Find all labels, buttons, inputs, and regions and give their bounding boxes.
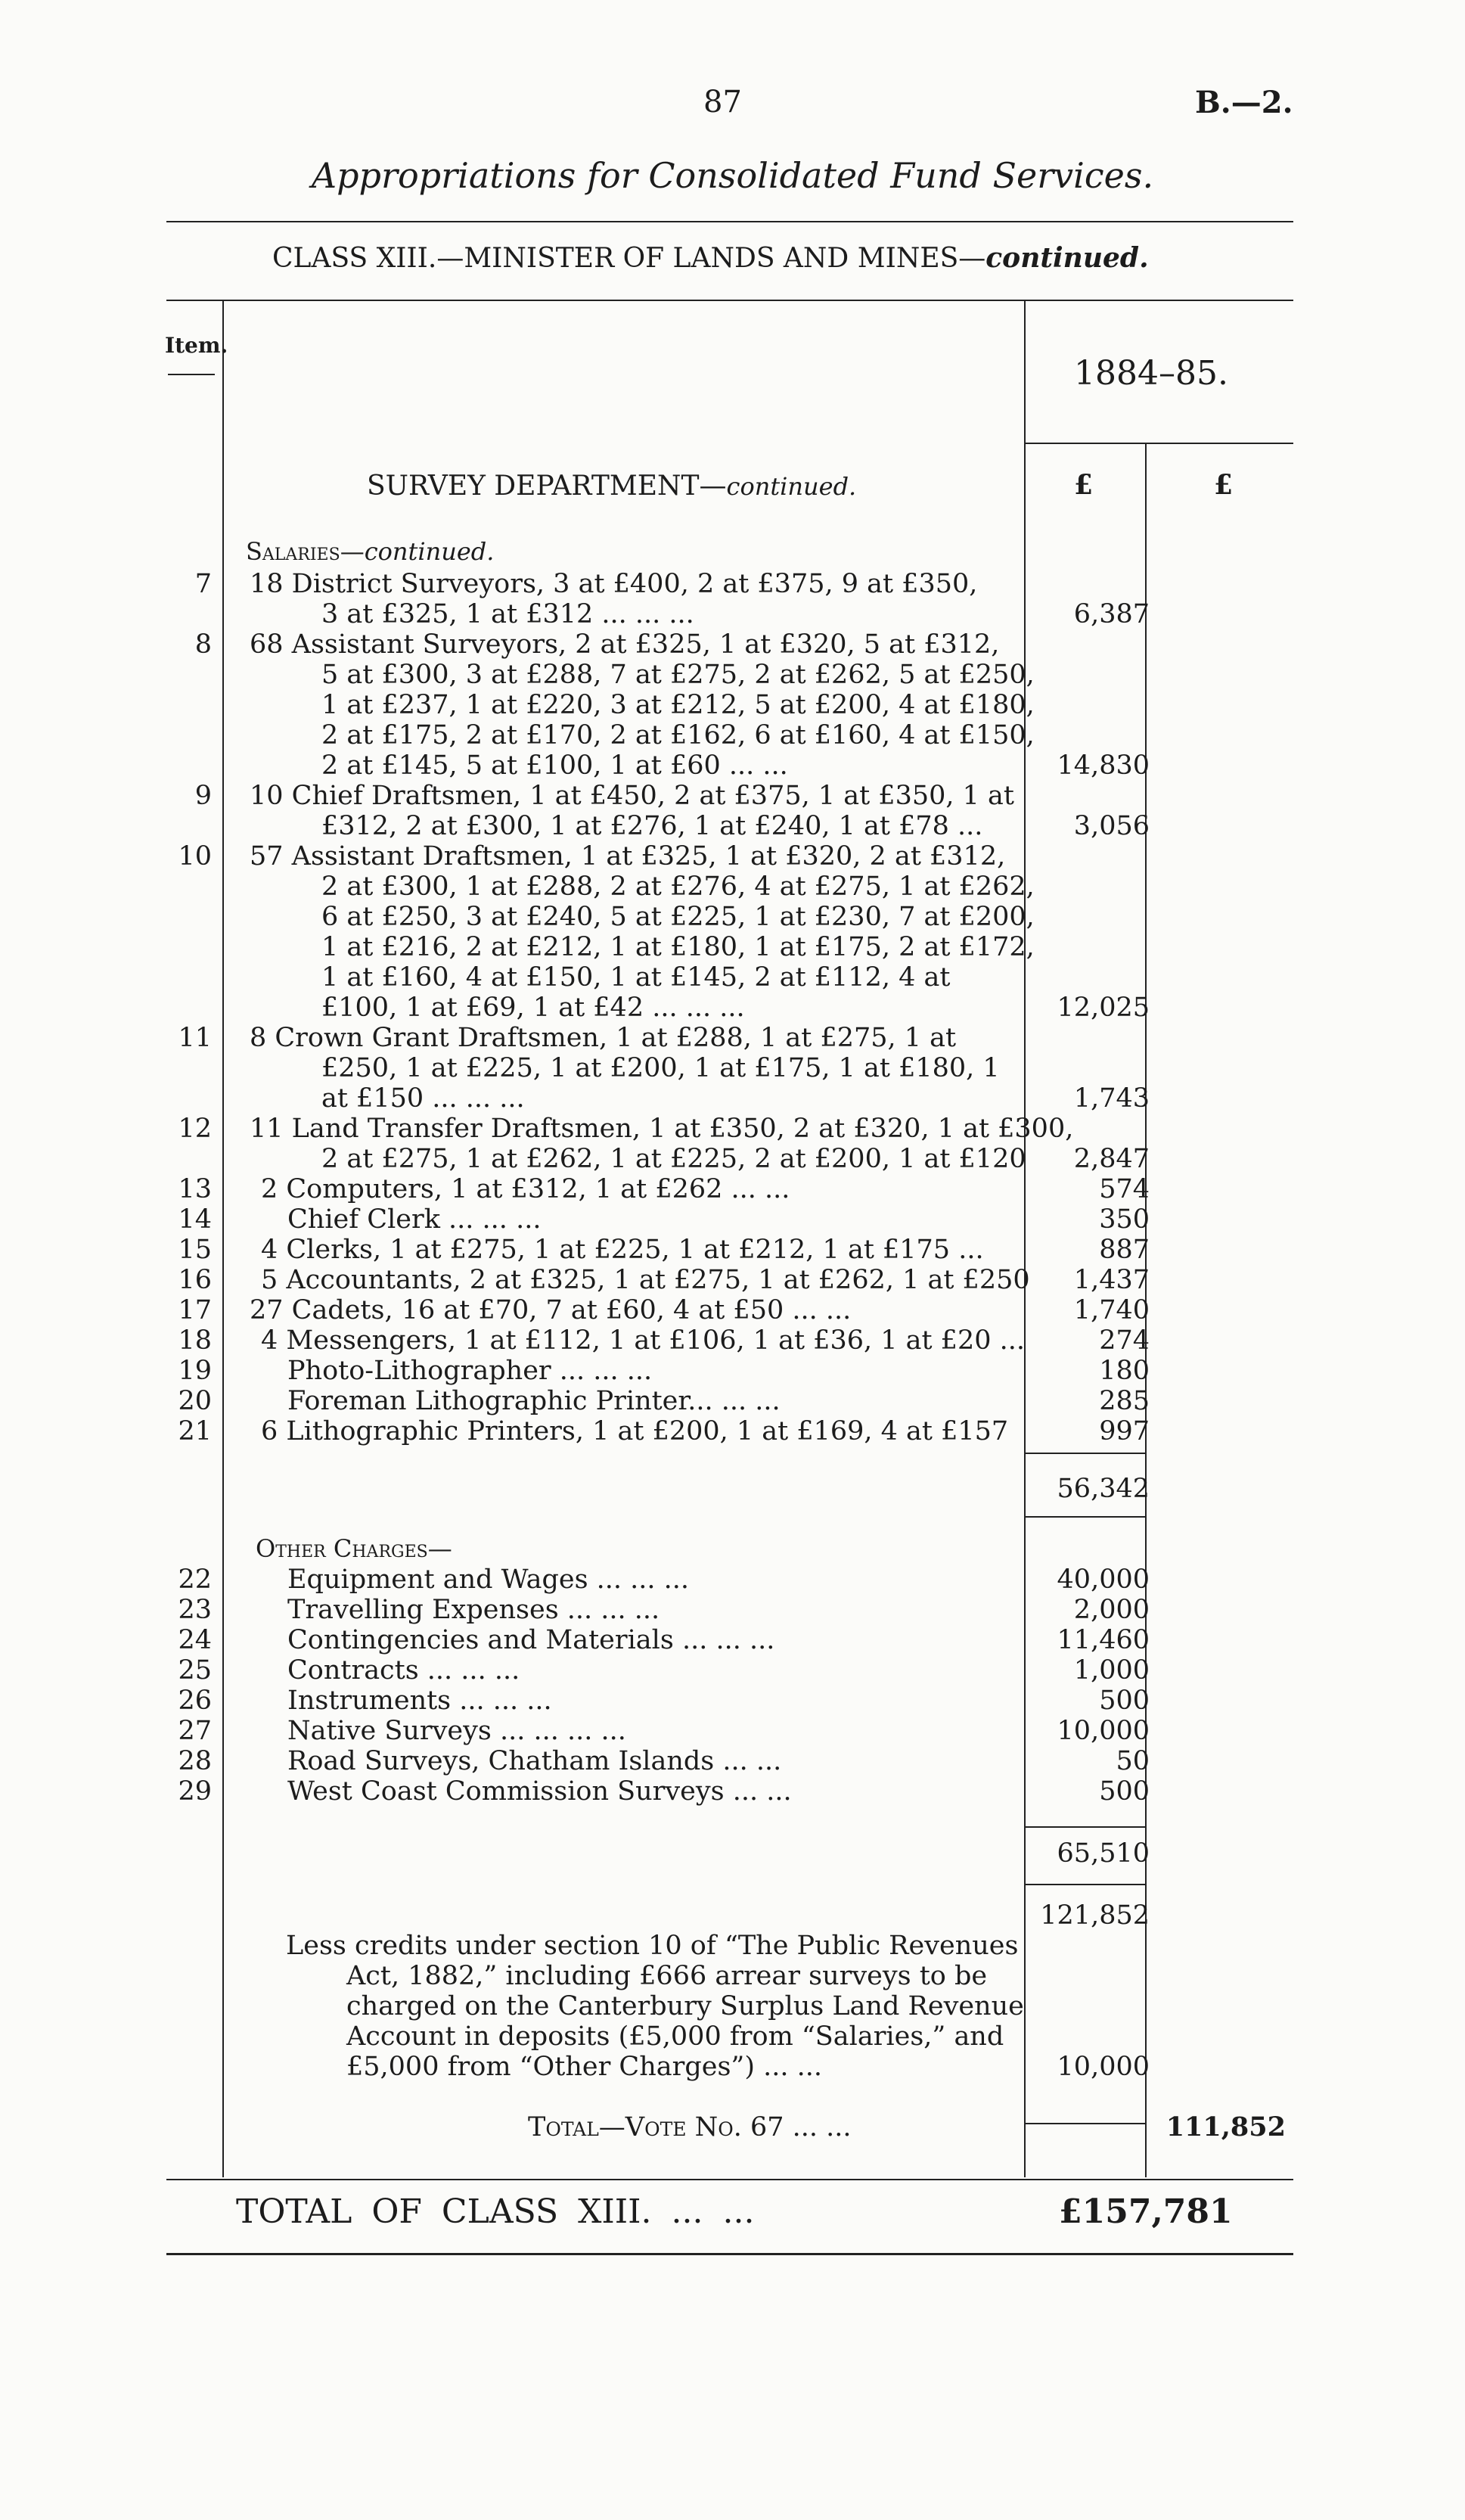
item-number: 20: [178, 1386, 212, 1416]
item-amount: 2,000: [1073, 1595, 1150, 1625]
item-description-line: 4 Messengers, 1 at £112, 1 at £106, 1 at £36, 1 at £20 ...: [261, 1325, 1025, 1356]
item-description-line: Foreman Lithographic Printer... ... ...: [287, 1386, 781, 1416]
charge-label: Road Surveys, Chatham Islands ... ...: [287, 1746, 782, 1776]
item-description-line: 10 Chief Draftsmen, 1 at £450, 2 at £375, 1 at £350, 1 at: [250, 781, 1014, 811]
item-number: 19: [178, 1356, 212, 1386]
salary-item: [151, 1174, 1465, 1204]
charge-label: Contingencies and Materials ... ... ...: [287, 1625, 775, 1655]
salary-item: [151, 1356, 1465, 1386]
salary-item: [151, 1416, 1465, 1446]
page-number: 87: [703, 85, 742, 120]
salary-item: [151, 1325, 1465, 1356]
item-amount: 1,000: [1073, 1655, 1150, 1686]
item-description-line: £312, 2 at £300, 1 at £276, 1 at £240, 1 at £78 ...: [321, 811, 983, 841]
less-credits-line: Account in deposits (£5,000 from “Salaries,” and: [346, 2021, 1004, 2052]
item-amount: 14,830: [1057, 750, 1150, 781]
item-amount: 1,743: [1073, 1083, 1150, 1114]
item-number: 23: [178, 1595, 212, 1625]
item-amount: 500: [1099, 1776, 1150, 1807]
other-charge-item: [151, 1625, 1465, 1655]
item-amount: 50: [1116, 1746, 1150, 1776]
item-number: 21: [178, 1416, 212, 1446]
item-number: 26: [178, 1686, 212, 1716]
item-amount: 274: [1099, 1325, 1150, 1356]
item-number: 16: [178, 1265, 212, 1295]
salary-item: [151, 841, 1465, 872]
salaries-subtotal: 56,342: [1057, 1474, 1150, 1504]
other-charge-item: [151, 1565, 1465, 1595]
item-number: 28: [178, 1746, 212, 1776]
item-amount: 40,000: [1057, 1565, 1150, 1595]
item-number: 24: [178, 1625, 212, 1655]
item-description-line: 5 at £300, 3 at £288, 7 at £275, 2 at £262, 5 at £250,: [321, 660, 1035, 690]
salary-item: [151, 1265, 1465, 1295]
charge-label: Native Surveys ... ... ... ...: [287, 1716, 626, 1746]
other-charges-subtotal-rule: [1024, 1826, 1145, 1828]
year-header: 1884–85.: [1074, 354, 1228, 393]
charge-label: Equipment and Wages ... ... ...: [287, 1565, 690, 1595]
combined-total: 121,852: [1040, 1900, 1150, 1931]
item-description-line: 2 at £300, 1 at £288, 2 at £276, 4 at £275, 1 at £262,: [321, 872, 1035, 902]
section-title-suffix: continued.: [726, 472, 857, 501]
item-number: 22: [178, 1565, 212, 1595]
item-description-line: 6 at £250, 3 at £240, 5 at £225, 1 at £230, 7 at £200,: [321, 902, 1035, 932]
item-description-line: Chief Clerk ... ... ...: [287, 1204, 542, 1235]
vote-total-amount: 111,852: [1165, 2111, 1286, 2142]
item-number: 10: [178, 841, 212, 872]
less-credits-line: Less credits under section 10 of “The Public Revenues: [286, 1931, 1019, 1961]
charge-label: Instruments ... ... ...: [287, 1686, 552, 1716]
item-description-line: 6 Lithographic Printers, 1 at £200, 1 at £169, 4 at £157: [261, 1416, 1009, 1446]
item-description-line: 18 District Surveyors, 3 at £400, 2 at £375, 9 at £350,: [250, 569, 978, 599]
item-description-line: 5 Accountants, 2 at £325, 1 at £275, 1 at £262, 1 at £250: [261, 1265, 1030, 1295]
item-description-line: 2 at £175, 2 at £170, 2 at £162, 6 at £160, 4 at £150,: [321, 720, 1035, 750]
item-amount: 10,000: [1057, 1716, 1150, 1746]
currency-symbol-column-2: £: [1214, 469, 1234, 501]
item-amount: 574: [1099, 1174, 1150, 1204]
item-number: 25: [178, 1655, 212, 1686]
salary-item: [151, 1114, 1465, 1144]
item-number: 14: [178, 1204, 212, 1235]
item-amount: 350: [1099, 1204, 1150, 1235]
item-amount: 1,740: [1073, 1295, 1150, 1325]
vote-total-label: Total—Vote No. 67 ... ...: [528, 2112, 852, 2142]
item-number: 11: [178, 1023, 212, 1053]
item-description-line: 27 Cadets, 16 at £70, 7 at £60, 4 at £50 ... ...: [250, 1295, 852, 1325]
item-amount: 3,056: [1073, 811, 1150, 841]
class-heading-text: CLASS XIII.—MINISTER OF LANDS AND MINES—: [272, 243, 986, 274]
document-reference: B.—2.: [1195, 85, 1293, 120]
item-number: 7: [194, 569, 212, 599]
item-number: 27: [178, 1716, 212, 1746]
item-description-line: at £150 ... ... ...: [321, 1083, 525, 1114]
item-description-line: £250, 1 at £225, 1 at £200, 1 at £175, 1 at £180, 1: [321, 1053, 1000, 1083]
salary-item: [151, 1235, 1465, 1265]
section-title-text: SURVEY DEPARTMENT—: [367, 471, 727, 502]
salary-item: [151, 781, 1465, 811]
salary-item: [151, 569, 1465, 599]
charge-label: West Coast Commission Surveys ... ...: [287, 1776, 792, 1807]
item-number: 13: [178, 1174, 212, 1204]
other-charges-subtotal: 65,510: [1057, 1838, 1150, 1869]
item-description-line: 3 at £325, 1 at £312 ... ... ...: [321, 599, 694, 629]
salaries-subtotal-rule: [1024, 1453, 1145, 1454]
item-amount: 12,025: [1057, 993, 1150, 1023]
item-number: 12: [178, 1114, 212, 1144]
charge-label: Travelling Expenses ... ... ...: [287, 1595, 660, 1625]
item-description-line: 4 Clerks, 1 at £275, 1 at £225, 1 at £212, 1 at £175 ...: [261, 1235, 984, 1265]
vote-total-rule: [1024, 2123, 1145, 2124]
item-amount: 6,387: [1073, 599, 1150, 629]
salaries-heading-text: Salaries—: [246, 537, 365, 566]
page-title: [0, 155, 1465, 196]
page-title-text: Appropriations for Consolidated Fund Services.: [311, 155, 1154, 196]
class-total-label: TOTAL OF CLASS XIII. ... ...: [236, 2192, 755, 2231]
item-amount: 180: [1099, 1356, 1150, 1386]
item-number: 9: [194, 781, 212, 811]
currency-symbol-column-1: £: [1074, 469, 1094, 501]
class-heading-rule: [166, 300, 1293, 301]
other-charges-subtotal-underline: [1024, 1884, 1145, 1885]
salary-item: [151, 1386, 1465, 1416]
item-header-underline: [168, 374, 215, 375]
item-amount: 997: [1099, 1416, 1150, 1446]
charge-label: Contracts ... ... ...: [287, 1655, 520, 1686]
other-charge-item: [151, 1595, 1465, 1625]
salaries-subtotal-underline: [1024, 1516, 1145, 1518]
item-description-line: Photo-Lithographer ... ... ...: [287, 1356, 653, 1386]
salary-item: [151, 1204, 1465, 1235]
item-amount: 1,437: [1073, 1265, 1150, 1295]
item-column-header: Item.: [165, 333, 228, 358]
item-number: 8: [194, 629, 212, 660]
item-description-line: 11 Land Transfer Draftsmen, 1 at £350, 2 at £320, 1 at £300,: [250, 1114, 1074, 1144]
item-amount: 285: [1099, 1386, 1150, 1416]
other-charge-item: [151, 1716, 1465, 1746]
item-description-line: 8 Crown Grant Draftsmen, 1 at £288, 1 at £275, 1 at: [250, 1023, 957, 1053]
class-heading: [272, 242, 1149, 274]
item-number: 29: [178, 1776, 212, 1807]
class-total-amount: £157,781: [1059, 2192, 1233, 2231]
salary-item: [151, 1295, 1465, 1325]
salaries-heading-suffix: continued.: [364, 537, 495, 566]
title-rule: [166, 221, 1293, 222]
item-number: 15: [178, 1235, 212, 1265]
less-credits-amount: 10,000: [1057, 2052, 1150, 2082]
other-charge-item: [151, 1686, 1465, 1716]
item-number: 17: [178, 1295, 212, 1325]
item-description-line: 1 at £237, 1 at £220, 3 at £212, 5 at £200, 4 at £180,: [321, 690, 1035, 720]
item-description-line: 57 Assistant Draftsmen, 1 at £325, 1 at £320, 2 at £312,: [250, 841, 1006, 872]
item-description-line: 2 at £145, 5 at £100, 1 at £60 ... ...: [321, 750, 788, 781]
less-credits-line: £5,000 from “Other Charges”) ... ...: [346, 2052, 822, 2082]
item-description-line: 1 at £160, 4 at £150, 1 at £145, 2 at £112, 4 at: [321, 962, 951, 993]
item-description-line: 2 Computers, 1 at £312, 1 at £262 ... ...: [261, 1174, 790, 1204]
salary-item: [151, 1023, 1465, 1053]
other-charges-heading: Other Charges—: [256, 1534, 452, 1563]
item-amount: 500: [1099, 1686, 1150, 1716]
salary-item: [151, 629, 1465, 660]
year-header-rule: [1024, 443, 1293, 444]
salaries-heading: [246, 537, 494, 566]
item-amount: 2,847: [1073, 1144, 1150, 1174]
class-total-bottom-rule: [166, 2253, 1293, 2255]
less-credits-line: Act, 1882,” including £666 arrear surveys to be: [346, 1961, 988, 1991]
section-title: [367, 471, 856, 502]
class-heading-suffix: continued.: [985, 242, 1149, 274]
other-charge-item: [151, 1776, 1465, 1807]
item-description-line: 2 at £275, 1 at £262, 1 at £225, 2 at £200, 1 at £120: [321, 1144, 1026, 1174]
item-amount: 11,460: [1057, 1625, 1150, 1655]
class-total-top-rule: [166, 2179, 1293, 2180]
less-credits-line: charged on the Canterbury Surplus Land Revenue: [346, 1991, 1024, 2021]
other-charge-item: [151, 1746, 1465, 1776]
item-description-line: 68 Assistant Surveyors, 2 at £325, 1 at £320, 5 at £312,: [250, 629, 1000, 660]
other-charge-item: [151, 1655, 1465, 1686]
item-description-line: £100, 1 at £69, 1 at £42 ... ... ...: [321, 993, 745, 1023]
item-amount: 887: [1099, 1235, 1150, 1265]
item-number: 18: [178, 1325, 212, 1356]
item-description-line: 1 at £216, 2 at £212, 1 at £180, 1 at £175, 2 at £172,: [321, 932, 1035, 962]
